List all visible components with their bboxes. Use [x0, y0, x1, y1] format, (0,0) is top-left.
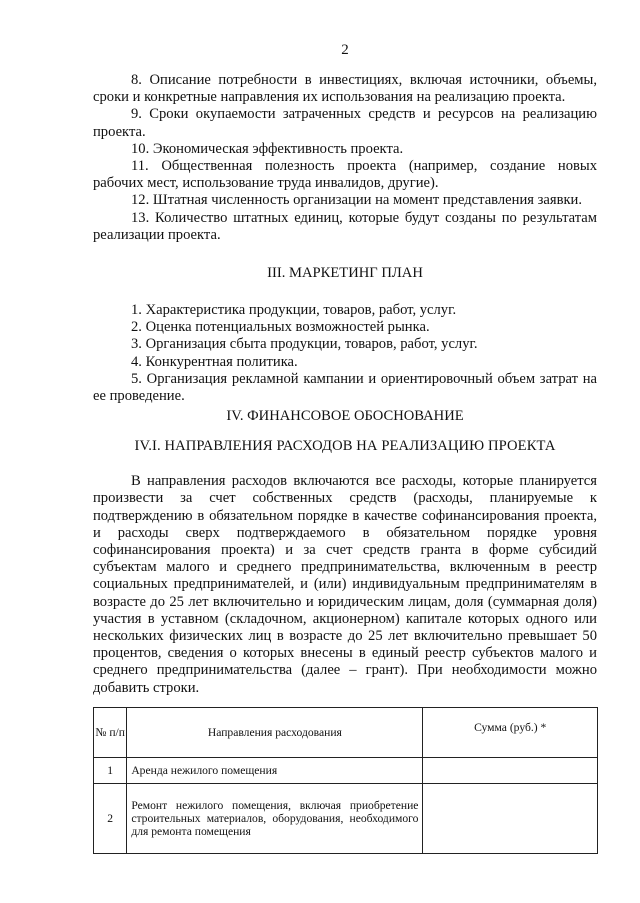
table-row	[94, 784, 598, 854]
table-row	[94, 758, 598, 784]
document-page	[93, 40, 597, 697]
section4-intro: В направления расходов включаются все расходы, которые планируется произвести за счет собственных средств (расходы, планируемые к подтверждению в обязательном порядке в качестве софинансирования проекта, и расходы сверх подтверждаемого в обязательном порядке уровня софинансирования проекта) и за счет средств гранта в форме субсидий субъектам малого и среднего предпринимательства, включенным в реестр социальных предпринимателей, и (или) индивидуальным предпринимателям в возрасте до 25 лет включительно и юридическим лицам, доля (суммарная доля) участия в уставном (складочном, акционерном) капитале которых одного или нескольких физических лиц в возрасте до 25 лет включительно превышает 50 процентов, сведения о которых внесены в единый реестр субъектов малого и среднего предпринимательства (далее – грант). При необходимости можно добавить строки.	[93, 473, 597, 696]
header-num: № п/п	[94, 708, 127, 758]
section2-list	[93, 72, 597, 244]
row-direction: Аренда нежилого помещения	[127, 758, 423, 784]
expenses-table	[93, 707, 598, 854]
row-num: 2	[94, 784, 127, 854]
list-item: 2. Оценка потенциальных возможностей рынка.	[131, 319, 430, 336]
section3-list	[93, 302, 597, 405]
header-sum: Сумма (руб.) *	[423, 708, 598, 758]
section3-title: III. МАРКЕТИНГ ПЛАН	[267, 265, 423, 282]
list-item: 8. Описание потребности в инвестициях, включая источники, объемы, сроки и конкретные направления их использования на реализацию проекта.	[93, 72, 597, 106]
section4-title: IV. ФИНАНСОВОЕ ОБОСНОВАНИЕ	[226, 408, 464, 425]
page-number: 2	[341, 42, 349, 58]
list-item: 4. Конкурентная политика.	[131, 353, 298, 370]
list-item: 9. Сроки окупаемости затраченных средств и ресурсов на реализацию проекта.	[93, 106, 597, 140]
row-num: 1	[94, 758, 127, 784]
list-item: 1. Характеристика продукции, товаров, работ, услуг.	[131, 302, 457, 319]
row-sum[interactable]	[423, 758, 598, 784]
list-item: 10. Экономическая эффективность проекта.	[131, 140, 404, 157]
list-item: 3. Организация сбыта продукции, товаров, работ, услуг.	[131, 336, 478, 353]
list-item: 5. Организация рекламной кампании и ориентировочный объем затрат на ее проведение.	[93, 370, 597, 405]
list-item: 11. Общественная полезность проекта (например, создание новых рабочих мест, использование труда инвалидов, другие).	[93, 158, 597, 192]
row-sum[interactable]	[423, 784, 598, 854]
table-header-row	[94, 708, 598, 758]
header-direction: Направления расходования	[127, 708, 423, 758]
section4-subtitle: IV.I. НАПРАВЛЕНИЯ РАСХОДОВ НА РЕАЛИЗАЦИЮ ПРОЕКТА	[134, 438, 556, 455]
list-item: 12. Штатная численность организации на момент представления заявки.	[131, 192, 583, 209]
row-direction: Ремонт нежилого помещения, включая приобретение строительных материалов, оборудования, необходимого для ремонта помещения	[127, 784, 423, 854]
list-item: 13. Количество штатных единиц, которые будут созданы по результатам реализации проекта.	[93, 209, 597, 243]
